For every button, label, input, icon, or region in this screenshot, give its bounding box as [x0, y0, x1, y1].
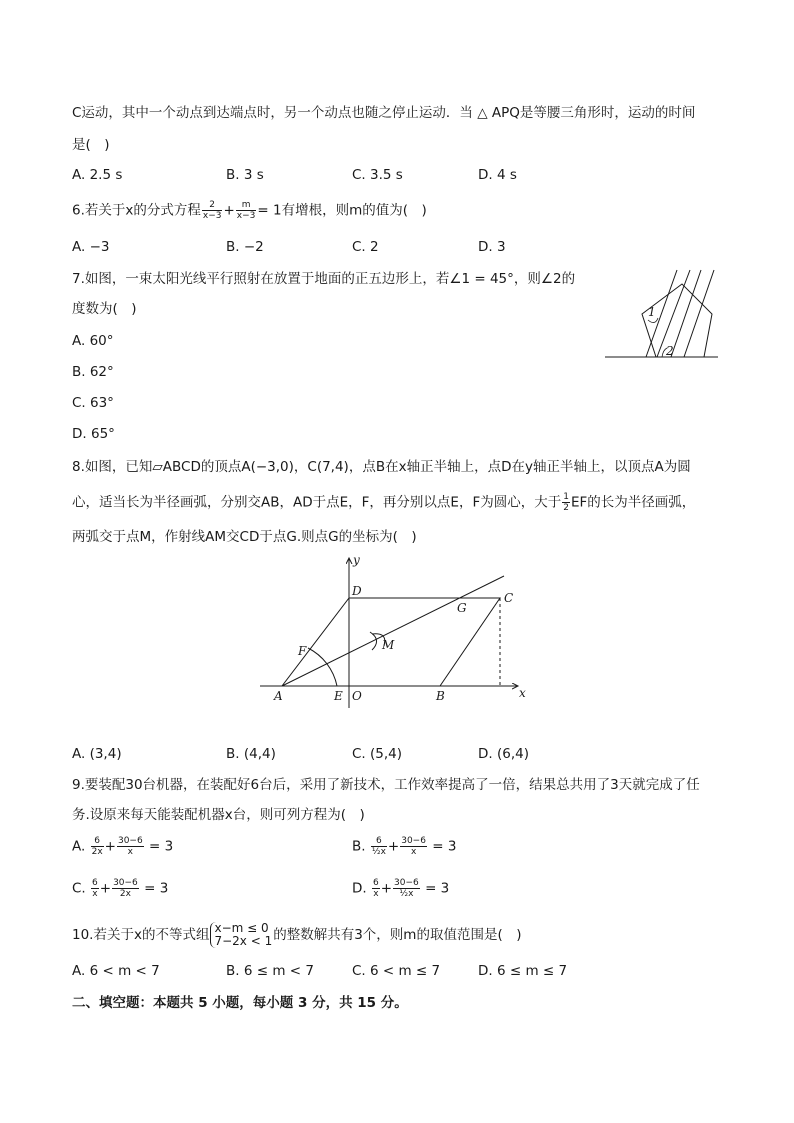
- label-o: O: [352, 689, 362, 703]
- q9-line2: 务.设原来每天能装配机器x台，则可列方程为( ): [72, 807, 365, 823]
- q10-option-d: D. 6 ≤ m ≤ 7: [478, 963, 568, 979]
- q5-line1: C运动，其中一个动点到达端点时，另一个动点也随之停止运动．当 △ APQ是等腰三角形时，运动的时间: [72, 105, 696, 121]
- q5-option-b: B. 3 s: [226, 167, 264, 183]
- q8-option-b: B. (4,4): [226, 746, 276, 762]
- q9-option-a: A. $\frac{6}{2x}$ + $\frac{30-6}{x}$ = 3: [72, 836, 174, 857]
- q5-option-c: C. 3.5 s: [352, 167, 403, 183]
- q10-option-c: C. 6 < m ≤ 7: [352, 963, 441, 979]
- q7-option-a: A. 60°: [72, 333, 114, 349]
- label-m: M: [382, 638, 395, 652]
- label-c: C: [504, 591, 514, 605]
- q10-inequality-system: x−m ≤ 0 7−2x < 1: [210, 922, 272, 948]
- sun-ray-4: [684, 270, 714, 357]
- q6-fraction-2: $\frac{m}{x-3}$: [236, 200, 256, 221]
- q9-option-b: B. $\frac{6}{\text{½x}}$ + $\frac{30-6}{x}$ = 3: [352, 836, 457, 857]
- q8-line2: 心，适当长为半径画弧，分别交AB，AD于点E，F，再分别以点E，F为圆心，大于 $\frac{1}{2}$ EF的长为半径画弧，: [72, 492, 696, 513]
- q6-option-a: A. −3: [72, 239, 110, 255]
- label-d: D: [352, 584, 362, 598]
- q8-option-c: C. (5,4): [352, 746, 403, 762]
- q9-option-c: C. $\frac{6}{x}$ + $\frac{30-6}{2x}$ = 3: [72, 878, 169, 899]
- q9-option-d: D. $\frac{6}{x}$ + $\frac{30-6}{\text{½x}}$ = 3: [352, 878, 450, 899]
- q6-stem: 6.若关于x的分式方程 $\frac{2}{x-3}$ + $\frac{m}{x-3}$ = 1有增根，则m的值为( ): [72, 200, 427, 221]
- label-y: y: [353, 553, 360, 567]
- q6-option-d: D. 3: [478, 239, 506, 255]
- angle-1-label: 1: [648, 305, 656, 319]
- q7-option-d: D. 65°: [72, 426, 115, 442]
- arc-ef: [308, 648, 337, 686]
- parallelogram-figure: [260, 550, 535, 715]
- sun-ray-3: [671, 270, 701, 357]
- q10-option-a: A. 6 < m < 7: [72, 963, 160, 979]
- label-f: F: [298, 644, 307, 658]
- section-2-heading: 二、填空题：本题共 5 小题，每小题 3 分，共 15 分。: [72, 995, 408, 1011]
- q8-line3: 两弧交于点M，作射线AM交CD于点G.则点G的坐标为( ): [72, 529, 417, 545]
- q7-option-c: C. 63°: [72, 395, 114, 411]
- angle-2-label: 2: [666, 344, 674, 358]
- q8-half-fraction: $\frac{1}{2}$: [563, 492, 569, 513]
- label-x: x: [519, 686, 526, 700]
- q5-line2: 是( ): [72, 137, 110, 153]
- q8-option-d: D. (6,4): [478, 746, 529, 762]
- q7-option-b: B. 62°: [72, 364, 114, 380]
- q7-line1: 7.如图，一束太阳光线平行照射在放置于地面的正五边形上，若∠1 = 45°，则∠2的: [72, 271, 576, 287]
- pentagon-shape: [642, 284, 712, 357]
- q6-fraction-1: $\frac{2}{x-3}$: [202, 200, 222, 221]
- q6-option-c: C. 2: [352, 239, 379, 255]
- label-g: G: [457, 601, 467, 615]
- q8-line1: 8.如图，已知▱ABCD的顶点A(−3,0)，C(7,4)，点B在x轴正半轴上，点D在y轴正半轴上，以顶点A为圆: [72, 459, 691, 475]
- q6-option-b: B. −2: [226, 239, 264, 255]
- q9-line1: 9.要装配30台机器，在装配好6台后，采用了新技术，工作效率提高了一倍，结果总共用了3天就完成了任: [72, 777, 700, 793]
- q5-option-d: D. 4 s: [478, 167, 517, 183]
- label-b: B: [436, 689, 445, 703]
- q10-stem: 10.若关于x的不等式组 x−m ≤ 0 7−2x < 1 的整数解共有3个，则m的取值范围是( ): [72, 921, 522, 948]
- label-e: E: [334, 689, 343, 703]
- label-a: A: [274, 689, 283, 703]
- q5-option-a: A. 2.5 s: [72, 167, 123, 183]
- q7-line2: 度数为( ): [72, 301, 137, 317]
- pentagon-figure: [600, 268, 725, 363]
- q8-option-a: A. (3,4): [72, 746, 122, 762]
- ray-am: [282, 576, 504, 686]
- q10-option-b: B. 6 ≤ m < 7: [226, 963, 314, 979]
